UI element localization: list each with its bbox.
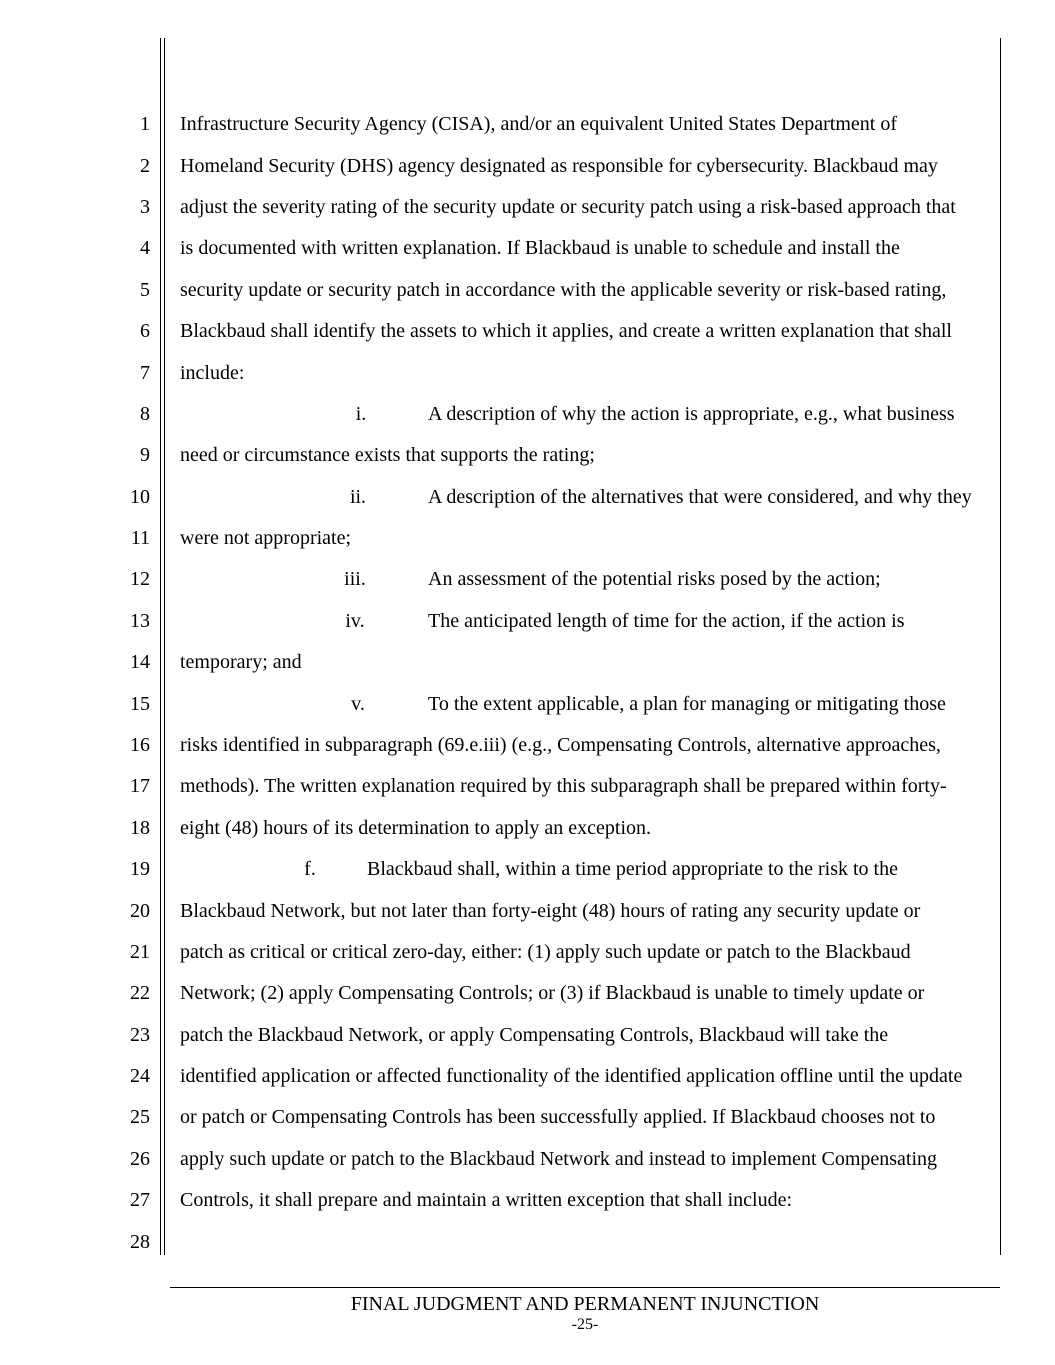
line-number: 24 [130,1065,150,1087]
text-line: temporary; and [180,651,302,673]
text-line: Infrastructure Security Agency (CISA), and/or an equivalent United States Department of [180,113,898,135]
list-item-iii-text: An assessment of the potential risks posed by the action; [428,568,881,590]
line-number: 20 [130,900,150,922]
list-marker-iv: iv. [345,610,365,632]
line-number: 1 [140,113,150,135]
text-line: patch as critical or critical zero-day, either: (1) apply such update or patch to the Blackbaud [180,941,911,963]
line-number: 25 [130,1106,150,1128]
line-number: 21 [130,941,150,963]
text-line: risks identified in subparagraph (69.e.iii) (e.g., Compensating Controls, alternative approaches, [180,734,941,756]
line-number: 17 [130,775,150,797]
text-line: were not appropriate; [180,527,352,549]
list-item-f-text: Blackbaud shall, within a time period appropriate to the risk to the [367,858,898,880]
line-number: 16 [130,734,150,756]
list-marker-iii: iii. [344,568,366,590]
text-line: adjust the severity rating of the security update or security patch using a risk-based approach that [180,196,956,218]
line-number: 4 [140,237,150,259]
list-marker-v: v. [351,693,365,715]
list-item-v-text: To the extent applicable, a plan for managing or mitigating those [428,693,946,715]
list-marker-ii: ii. [349,486,367,508]
text-line: include: [180,362,245,384]
text-line: patch the Blackbaud Network, or apply Compensating Controls, Blackbaud will take the [180,1024,889,1046]
line-number: 6 [140,320,150,342]
line-number: 18 [130,817,150,839]
line-number: 2 [140,155,150,177]
text-line: Homeland Security (DHS) agency designated as responsible for cybersecurity. Blackbaud may [180,155,938,177]
line-number: 12 [130,568,150,590]
text-line: security update or security patch in accordance with the applicable severity or risk-based rating, [180,279,947,301]
text-line: apply such update or patch to the Blackbaud Network and instead to implement Compensating [180,1148,938,1170]
line-number: 7 [140,362,150,384]
text-line: is documented with written explanation. If Blackbaud is unable to schedule and install the [180,237,900,259]
line-number: 11 [130,527,150,549]
line-number: 26 [130,1148,150,1170]
line-number: 19 [130,858,150,880]
margin-rule-left-outer [160,38,161,1255]
text-line: eight (48) hours of its determination to apply an exception. [180,817,651,839]
margin-rule-left-inner [164,38,165,1255]
line-number: 13 [130,610,150,632]
line-number: 10 [130,486,150,508]
text-line: Blackbaud Network, but not later than forty-eight (48) hours of rating any security update or [180,900,921,922]
line-number: 22 [130,982,150,1004]
text-line: Network; (2) apply Compensating Controls; or (3) if Blackbaud is unable to timely update or [180,982,925,1004]
text-line: identified application or affected functionality of the identified application offline until the update [180,1065,963,1087]
list-marker-i: i. [355,403,367,425]
text-line: Controls, it shall prepare and maintain a written exception that shall include: [180,1189,793,1211]
line-number: 8 [140,403,150,425]
line-number: 27 [130,1189,150,1211]
list-item-i-text: A description of why the action is appropriate, e.g., what business [428,403,955,425]
text-line: Blackbaud shall identify the assets to which it applies, and create a written explanation that shall [180,320,952,342]
line-number: 5 [140,279,150,301]
list-marker-f: f. [304,858,316,880]
text-line: or patch or Compensating Controls has been successfully applied. If Blackbaud chooses not to [180,1106,936,1128]
line-number: 3 [140,196,150,218]
line-number: 9 [140,444,150,466]
line-number: 23 [130,1024,150,1046]
line-number: 28 [130,1231,150,1253]
list-item-ii-text: A description of the alternatives that were considered, and why they [428,486,972,508]
page-number: -25- [571,1316,599,1333]
text-line: methods). The written explanation required by this subparagraph shall be prepared within forty- [180,775,947,797]
line-number: 14 [130,651,150,673]
footer-title: FINAL JUDGMENT AND PERMANENT INJUNCTION [350,1293,820,1315]
list-item-iv-text: The anticipated length of time for the action, if the action is [428,610,905,632]
line-number: 15 [130,693,150,715]
footer-rule [170,1287,1000,1288]
text-line: need or circumstance exists that supports the rating; [180,444,595,466]
